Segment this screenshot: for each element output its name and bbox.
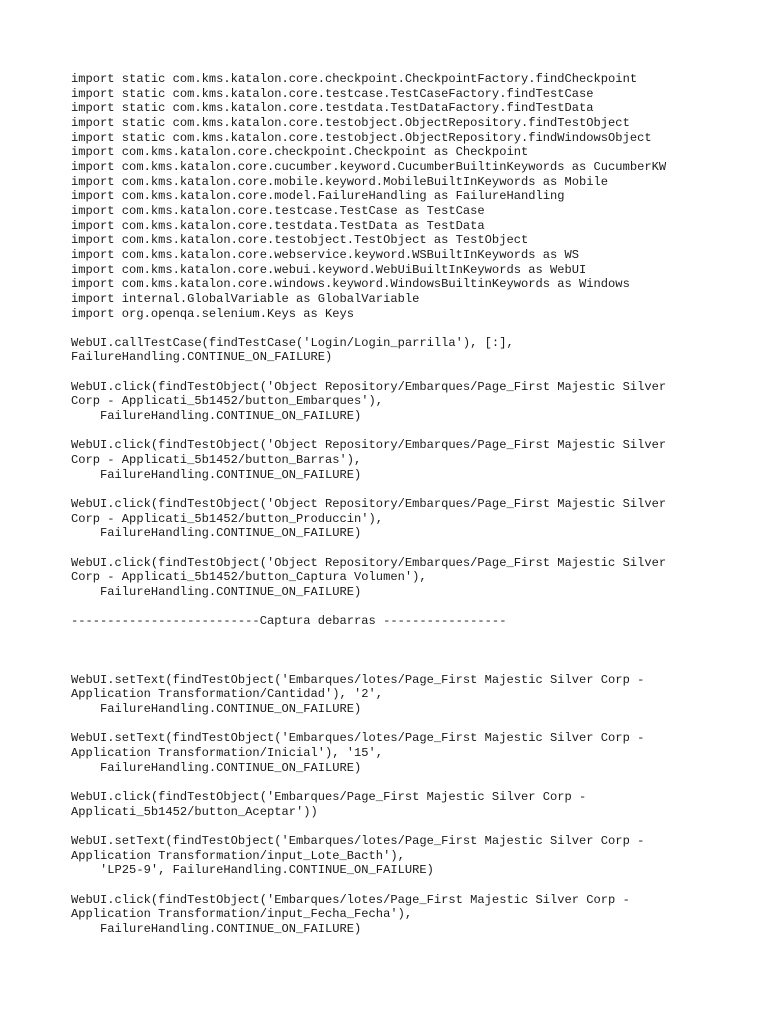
code-line: Application Transformation/Inicial'), '15', [71,746,384,761]
section-separator [71,614,751,629]
code-line: WebUI.click(findTestObject('Object Repository/Embarques/Page_First Majestic Silver [71,438,667,453]
set-text-lote-statement [71,834,751,878]
code-line: WebUI.setText(findTestObject('Embarques/lotes/Page_First Majestic Silver Corp - [71,672,645,687]
code-line: FailureHandling.CONTINUE_ON_FAILURE) [71,467,362,482]
click-captura-volumen-statement [71,556,751,600]
code-line: Corp - Applicati_5b1452/button_Barras'), [71,453,362,468]
code-line: WebUI.setText(findTestObject('Embarques/lotes/Page_First Majestic Silver Corp - [71,833,645,848]
separator-comment: --------------------------Captura debarras ----------------- [71,614,507,629]
import-line: import com.kms.katalon.core.mobile.keyword.MobileBuiltInKeywords as Mobile [71,174,609,189]
code-line: FailureHandling.CONTINUE_ON_FAILURE) [71,702,362,717]
set-text-cantidad-statement [71,673,751,717]
import-line: import static com.kms.katalon.core.testdata.TestDataFactory.findTestData [71,101,594,116]
code-line: FailureHandling.CONTINUE_ON_FAILURE) [71,760,362,775]
import-line: import org.openqa.selenium.Keys as Keys [71,306,355,321]
click-embarques-statement [71,380,751,424]
code-line: Application Transformation/input_Lote_Bacth'), [71,848,405,863]
code-line: Corp - Applicati_5b1452/button_Captura Volumen'), [71,570,427,585]
code-line: WebUI.click(findTestObject('Object Repository/Embarques/Page_First Majestic Silver [71,496,667,511]
code-line: FailureHandling.CONTINUE_ON_FAILURE) [71,409,362,424]
code-line: FailureHandling.CONTINUE_ON_FAILURE) [71,921,362,936]
code-line: 'LP25-9', FailureHandling.CONTINUE_ON_FAILURE) [71,863,434,878]
import-line: import com.kms.katalon.core.testdata.TestData as TestData [71,218,485,233]
code-line: WebUI.setText(findTestObject('Embarques/lotes/Page_First Majestic Silver Corp - [71,731,645,746]
code-line: WebUI.click(findTestObject('Embarques/lotes/Page_First Majestic Silver Corp - [71,892,630,907]
click-fecha-statement [71,893,751,937]
click-barras-statement [71,438,751,482]
import-line: import com.kms.katalon.core.windows.keyword.WindowsBuiltinKeywords as Windows [71,277,630,292]
code-line: Application Transformation/Cantidad'), '2', [71,687,384,702]
import-line: import com.kms.katalon.core.testobject.TestObject as TestObject [71,233,529,248]
import-line: import static com.kms.katalon.core.checkpoint.CheckpointFactory.findCheckpoint [71,72,638,86]
code-line: WebUI.callTestCase(findTestCase('Login/Login_parrilla'), [:], [71,335,514,350]
call-test-case-statement [71,336,751,365]
code-line: Application Transformation/input_Fecha_Fecha'), [71,907,413,922]
import-line: import static com.kms.katalon.core.testcase.TestCaseFactory.findTestCase [71,86,594,101]
code-line: Corp - Applicati_5b1452/button_Produccin'), [71,511,384,526]
code-line: WebUI.click(findTestObject('Embarques/Page_First Majestic Silver Corp - [71,790,587,804]
code-line: FailureHandling.CONTINUE_ON_FAILURE) [71,350,333,365]
code-page [71,72,751,951]
import-line: import com.kms.katalon.core.testcase.TestCase as TestCase [71,203,485,218]
code-line: FailureHandling.CONTINUE_ON_FAILURE) [71,526,362,541]
import-line: import static com.kms.katalon.core.testobject.ObjectRepository.findTestObject [71,115,630,130]
import-line: import com.kms.katalon.core.cucumber.keyword.CucumberBuiltinKeywords as CucumberKW [71,159,667,174]
click-aceptar-statement [71,790,751,819]
import-line: import static com.kms.katalon.core.testobject.ObjectRepository.findWindowsObject [71,130,652,145]
import-line: import com.kms.katalon.core.webui.keyword.WebUiBuiltInKeywords as WebUI [71,262,587,277]
click-produccin-statement [71,497,751,541]
code-line: Applicati_5b1452/button_Aceptar')) [71,804,318,819]
import-line: import com.kms.katalon.core.webservice.keyword.WSBuiltInKeywords as WS [71,247,580,262]
import-line: import com.kms.katalon.core.model.FailureHandling as FailureHandling [71,189,565,204]
imports-block [71,72,751,321]
code-line: WebUI.click(findTestObject('Object Repository/Embarques/Page_First Majestic Silver [71,379,667,394]
import-line: import internal.GlobalVariable as GlobalVariable [71,291,420,306]
code-line: Corp - Applicati_5b1452/button_Embarques'), [71,394,384,409]
import-line: import com.kms.katalon.core.checkpoint.Checkpoint as Checkpoint [71,145,529,160]
code-line: WebUI.click(findTestObject('Object Repository/Embarques/Page_First Majestic Silver [71,555,667,570]
set-text-inicial-statement [71,731,751,775]
code-line: FailureHandling.CONTINUE_ON_FAILURE) [71,584,362,599]
